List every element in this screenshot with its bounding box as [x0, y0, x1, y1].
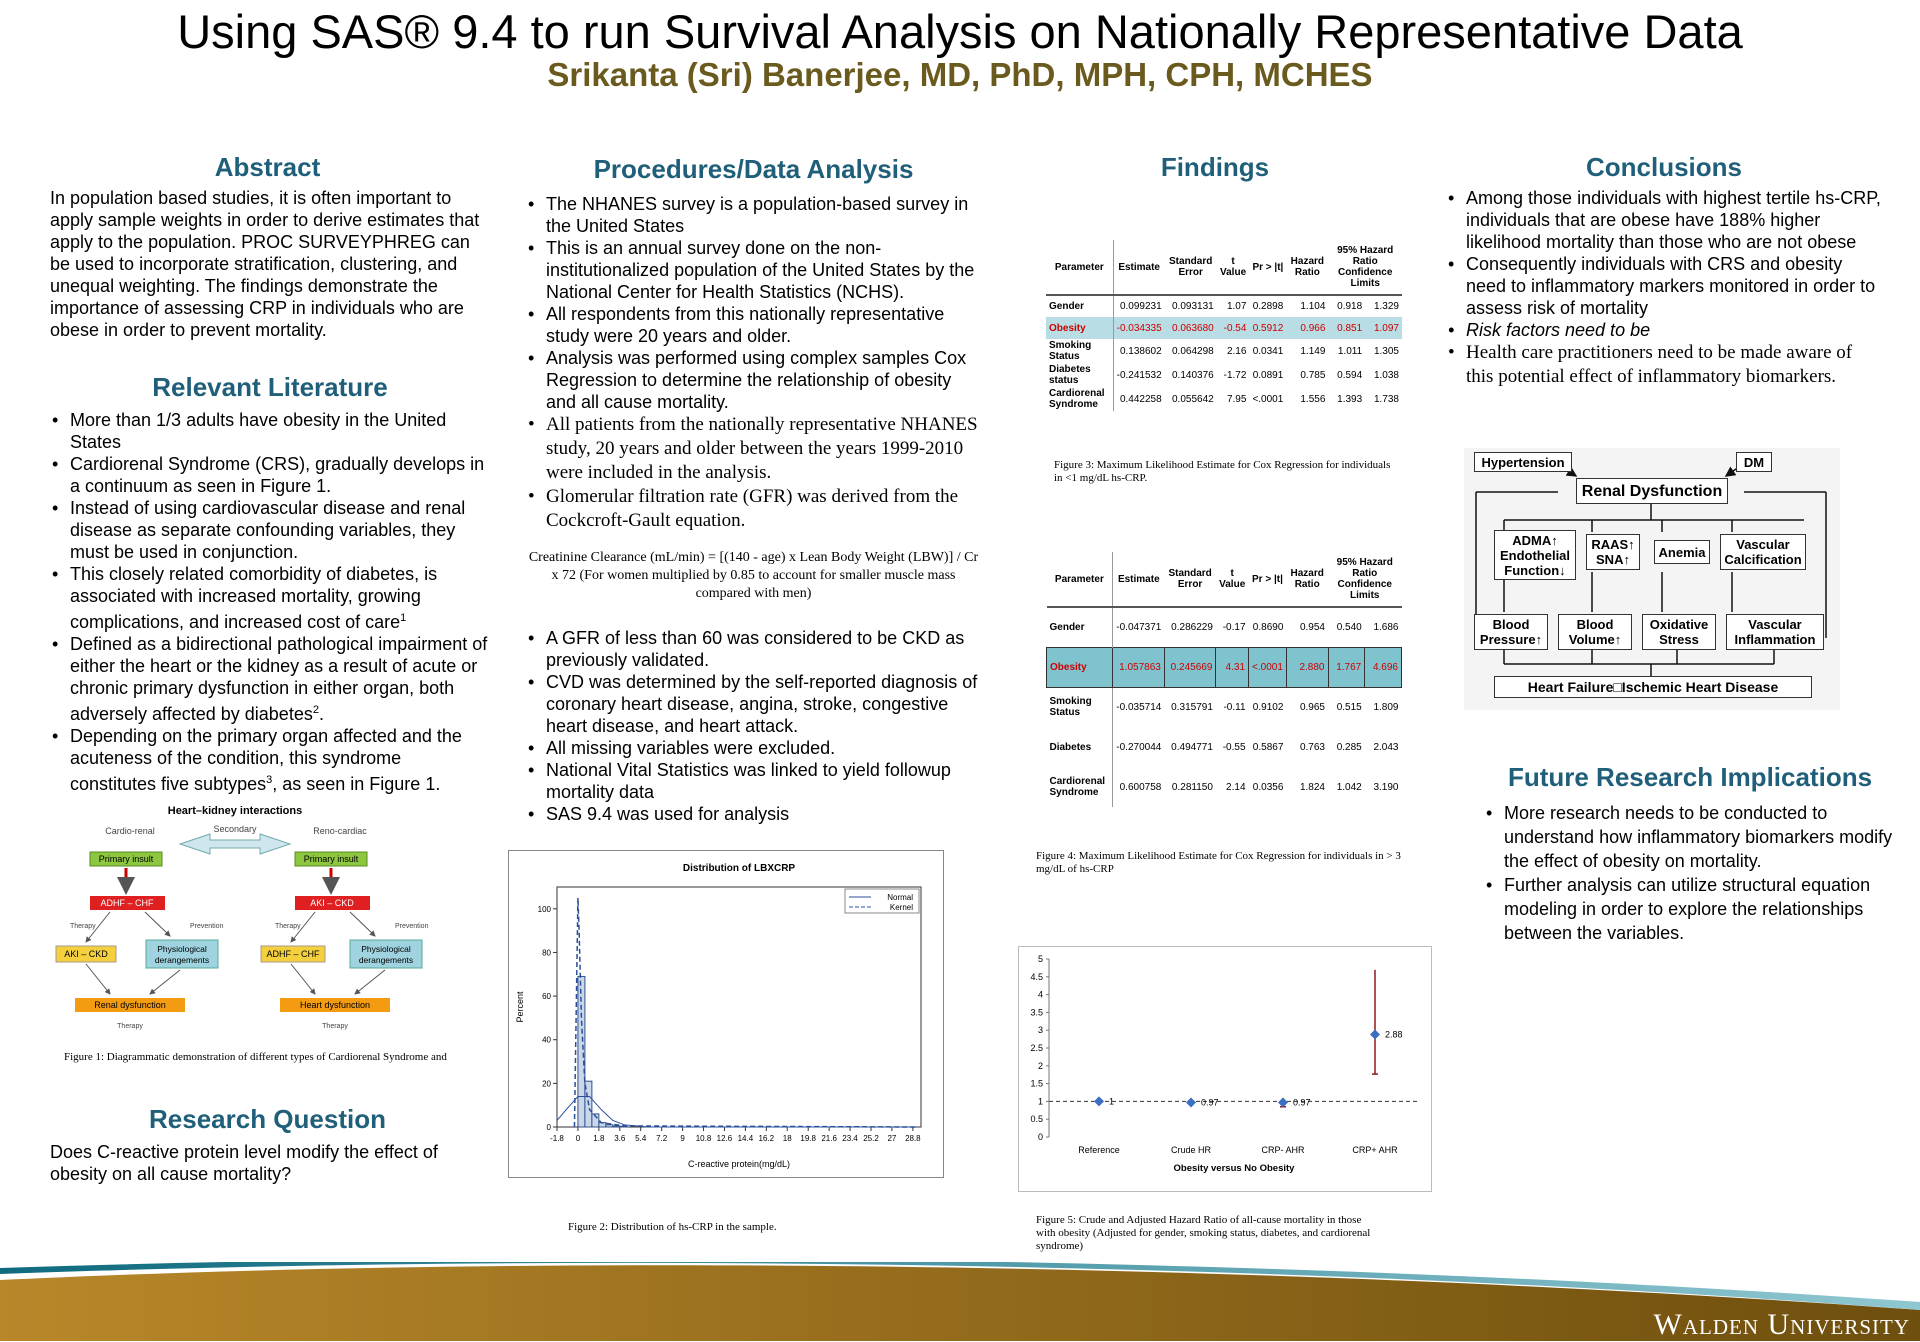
table-header-cell: 95% Hazard Ratio Confidence Limits: [1328, 552, 1402, 607]
svg-text:Therapy: Therapy: [322, 1023, 348, 1030]
x-tick-label: 25.2: [863, 1134, 879, 1143]
data-point: [1094, 1096, 1104, 1106]
table-header-cell: Parameter: [1046, 240, 1113, 295]
table-cell: 0.285: [1336, 741, 1362, 753]
table-cell: 0.055642: [1171, 393, 1214, 405]
x-tick-label: 19.8: [800, 1134, 816, 1143]
table-cell: -0.241532: [1116, 369, 1162, 381]
research-question-text: Does C-reactive protein level modify the effect of obesity on all cause mortality?: [50, 1142, 438, 1184]
y-tick-label: 2.5: [1030, 1043, 1043, 1053]
svg-text:Therapy: Therapy: [275, 923, 301, 930]
x-axis-label: Obesity versus No Obesity: [1173, 1163, 1295, 1174]
y-tick-label: 4.5: [1030, 971, 1043, 982]
table-cell: -0.034335: [1113, 317, 1165, 339]
table-cell: 0.9102: [1252, 701, 1284, 713]
x-tick-label: 9: [680, 1134, 685, 1143]
list-item: • Risk factors need to be: [1466, 319, 1884, 341]
procedures-list: [526, 193, 981, 533]
x-tick-label: 16.2: [758, 1134, 775, 1143]
procedures-list-2: [526, 627, 981, 825]
list-item: • More than 1/3 adults have obesity in the United States: [70, 409, 490, 453]
raas-box: RAAS↑ SNA↑: [1586, 534, 1640, 570]
data-point: [1186, 1097, 1196, 1107]
list-item: • Defined as a bidirectional pathological impairment of either the heart or the kidney as a result of acute or chronic primary dysfunction in either organ, both adversely affected by diabetes$^2$.: [70, 633, 490, 725]
list-item: • SAS 9.4 was used for analysis: [546, 803, 981, 825]
table-cell: 0.5912: [1249, 317, 1286, 339]
table-cell: 0.954: [1299, 621, 1325, 633]
table-cell: 0.8690: [1252, 621, 1284, 633]
svg-text:Cardio-renal: Cardio-renal: [105, 826, 155, 836]
y-tick-label: 0: [1037, 1132, 1043, 1142]
x-tick-label: 5.4: [635, 1134, 647, 1143]
abstract-section: [50, 152, 485, 341]
table-cell: 1.042: [1336, 781, 1362, 793]
histogram-bar: [613, 1126, 620, 1127]
table-cell: 2.880: [1286, 647, 1328, 687]
table-cell: 0.245669: [1164, 647, 1216, 687]
table-cell: -0.17: [1222, 621, 1246, 633]
gfr-formula: Creatinine Clearance (mL/min) = [(140 - age) x Lean Body Weight (LBW)] / Cr x 72 (For women multiplied by 0.85 to account for smaller muscle mass compared with men): [528, 550, 979, 601]
y-tick-label: 3: [1037, 1025, 1043, 1036]
data-point: [1370, 1029, 1380, 1039]
table-header-cell: Standard Error: [1164, 552, 1216, 607]
figure1-diagram: [50, 800, 470, 1063]
svg-text:Primary insult: Primary insult: [98, 854, 154, 864]
list-item: • All missing variables were excluded.: [546, 737, 981, 759]
list-item: • Cardiorenal Syndrome (CRS), gradually develops in a continuum as seen in Figure 1.: [70, 453, 490, 497]
table-cell: 1.057863: [1113, 647, 1165, 687]
table-header-cell: Parameter: [1047, 552, 1113, 607]
table-cell: 0.064298: [1171, 345, 1214, 357]
procedures-section: [526, 154, 981, 825]
x-tick-label: 10.8: [695, 1134, 712, 1143]
literature-section: [50, 372, 490, 795]
table-row: [1046, 339, 1402, 363]
table-cell: 4.696: [1365, 647, 1402, 687]
table-cell: 0.093131: [1171, 301, 1214, 312]
table-cell: -0.11: [1223, 701, 1246, 713]
abstract-heading: Abstract: [214, 152, 321, 182]
svg-text:Physiological: Physiological: [157, 944, 207, 954]
table-header-cell: Standard Error: [1165, 240, 1217, 295]
dm-box: DM: [1736, 452, 1772, 472]
svg-text:Secondary: Secondary: [213, 824, 257, 834]
list-item: • This is an annual survey done on the non-institutionalized population of the United States by the National Center for Health Statistics (NCHS).: [546, 237, 981, 303]
plot-frame: [557, 887, 921, 1127]
figure4-caption: Figure 4: Maximum Likelihood Estimate for Cox Regression for individuals in > 3 mg/dL of hs-CRP: [1036, 850, 1401, 875]
anemia-box: Anemia: [1654, 540, 1710, 564]
svg-text:Heart dysfunction: Heart dysfunction: [299, 1000, 371, 1010]
y-tick-label: 3.5: [1030, 1007, 1043, 1018]
svg-text:AKI – CKD: AKI – CKD: [64, 949, 108, 959]
figure3-caption: Figure 3: Maximum Likelihood Estimate for Cox Regression for individuals in <1 mg/dL hs-CRP.: [1054, 459, 1391, 484]
table-header-cell: 95% Hazard Ratio Confidence Limits: [1328, 240, 1402, 295]
research-question-section: [50, 1104, 485, 1185]
list-item: • Health care practitioners need to be made aware of this potential effect of inflammatory biomarkers.: [1466, 341, 1884, 389]
table-cell: 1.104: [1300, 301, 1326, 312]
table-row: [1047, 607, 1402, 647]
figure1-caption: Figure 1: Diagrammatic demonstration of different types of Cardiorenal Syndrome and: [64, 1051, 447, 1063]
y-tick-label: 40: [542, 1035, 551, 1045]
table-cell: 0.140376: [1171, 369, 1214, 381]
figure5-chart: [1018, 946, 1432, 1192]
heart-failure-box: Heart Failure□Ischemic Heart Disease: [1494, 676, 1812, 698]
x-tick-label: CRP+ AHR: [1352, 1145, 1398, 1155]
table-cell: -0.270044: [1116, 741, 1162, 753]
conclusions-section: [1444, 152, 1884, 389]
table-header-cell: Pr > |t|: [1249, 240, 1286, 295]
table-cell: <.0001: [1252, 393, 1284, 405]
table-cell: 0.494771: [1171, 741, 1213, 753]
data-label: 1: [1109, 1096, 1115, 1107]
svg-text:derangements: derangements: [154, 955, 210, 965]
svg-text:Primary insult: Primary insult: [303, 854, 359, 864]
table-cell: -0.55: [1222, 741, 1246, 753]
table-cell: 0.138602: [1119, 345, 1162, 357]
y-tick-label: 20: [542, 1079, 551, 1089]
conclusions-heading: Conclusions: [1585, 152, 1742, 182]
figure1-title: Heart–kidney interactions: [167, 805, 303, 817]
list-item: • All respondents from this nationally representative study were 20 years and older.: [546, 303, 981, 347]
svg-text:AKI – CKD: AKI – CKD: [310, 898, 354, 908]
list-item: • Depending on the primary organ affected and the acuteness of the condition, this syndrome constitutes five subtypes$^3$, as seen in Figure 1.: [70, 725, 490, 795]
list-item: • All patients from the nationally representative NHANES study, 20 years and older between the years 1999-2010 were included in the analysis.: [546, 413, 981, 485]
chart-title: Distribution of LBXCRP: [682, 863, 796, 874]
table-cell: Smoking Status: [1047, 687, 1113, 727]
x-tick-label: CRP- AHR: [1261, 1145, 1305, 1155]
table-header-cell: Hazard Ratio: [1286, 552, 1328, 607]
svg-text:Therapy: Therapy: [70, 923, 96, 930]
svg-text:Physiological: Physiological: [361, 944, 411, 954]
table-header-cell: t Value: [1216, 552, 1249, 607]
table-cell: 4.31: [1216, 647, 1249, 687]
y-tick-label: 0: [546, 1123, 551, 1132]
list-item: • This closely related comorbidity of diabetes, is associated with increased mortality, growing complications, and increased cost of care$^1$: [70, 563, 490, 633]
poster-title: Using SAS® 9.4 to run Survival Analysis on Nationally Representative Data: [177, 5, 1743, 58]
x-tick-label: 0: [575, 1134, 581, 1143]
list-item: • Consequently individuals with CRS and obesity need to inflammatory markers monitored in order to assess risk of mortality: [1466, 253, 1884, 319]
table-cell: -0.035714: [1116, 701, 1162, 713]
x-tick-label: 23.4: [842, 1134, 858, 1143]
table-cell: 0.965: [1299, 701, 1325, 713]
x-tick-label: Reference: [1078, 1145, 1120, 1155]
x-tick-label: 27: [887, 1134, 897, 1143]
table-header-cell: Estimate: [1113, 240, 1165, 295]
table-cell: 0.785: [1300, 369, 1326, 381]
table-cell: Cardiorenal Syndrome: [1046, 387, 1113, 411]
x-tick-label: 18: [782, 1134, 792, 1143]
table-cell: -1.72: [1223, 369, 1247, 381]
figure5-caption: Figure 5: Crude and Adjusted Hazard Ratio of all-cause mortality in those with obesity (Adjusted for gender, smoking status, diabetes, and cardiorenal syndrome): [1036, 1214, 1371, 1252]
table-cell: 0.966: [1286, 317, 1328, 339]
table-cell: 0.286229: [1171, 621, 1213, 633]
table-cell: 0.315791: [1171, 701, 1213, 713]
table-cell: Obesity: [1046, 317, 1113, 339]
list-item: • Among those individuals with highest tertile hs-CRP, individuals that are obese have 188% higher likelihood mortality than those who are not obese: [1466, 187, 1884, 253]
list-item: • More research needs to be conducted to understand how inflammatory biomarkers modify the effect of obesity on mortality.: [1504, 801, 1900, 873]
table-cell: 2.043: [1373, 741, 1399, 753]
data-point: [1278, 1097, 1288, 1107]
table-cell: -0.047371: [1116, 621, 1162, 633]
abstract-text: In population based studies, it is often important to apply sample weights in order to derive estimates that apply to the population. PROC SURVEYPHREG can be used to incorporate stratification, clustering, and unequal weighting. The findings demonstrate the importance of assessing CRP in individuals who are obese in order to prevent mortality.: [50, 188, 480, 340]
y-tick-label: 2: [1037, 1060, 1043, 1071]
svg-text:Prevention: Prevention: [190, 923, 224, 930]
table-cell: 1.305: [1373, 345, 1399, 357]
table-cell: <.0001: [1249, 647, 1287, 687]
table-cell: 0.442258: [1119, 393, 1162, 405]
table-cell: 1.393: [1337, 393, 1363, 405]
table-cell: 1.767: [1328, 647, 1365, 687]
table-cell: 0.0356: [1252, 781, 1284, 793]
research-question-heading: Research Question: [149, 1104, 386, 1134]
list-item: • Glomerular filtration rate (GFR) was derived from the Cockcroft-Gault equation.: [546, 485, 981, 533]
table-header-cell: t Value: [1217, 240, 1250, 295]
table-cell: 1.824: [1299, 781, 1325, 793]
y-tick-label: 1: [1037, 1096, 1043, 1107]
y-tick-label: 5: [1037, 954, 1043, 964]
table-cell: Gender: [1046, 295, 1113, 317]
table-row: [1047, 767, 1402, 807]
table-cell: Smoking Status: [1046, 339, 1113, 363]
table-cell: 0.515: [1336, 701, 1362, 713]
x-tick-label: -1.8: [550, 1134, 564, 1143]
legend-kernel-label: Kernel: [889, 903, 913, 912]
table-cell: 2.16: [1226, 345, 1247, 357]
table-header-cell: Hazard Ratio: [1286, 240, 1328, 295]
table-cell: 1.686: [1373, 621, 1399, 633]
data-label: 0.97: [1293, 1097, 1311, 1108]
x-tick-label: 12.6: [716, 1134, 733, 1143]
table-cell: 0.851: [1328, 317, 1365, 339]
findings-section: [1050, 152, 1380, 183]
data-label: 0.97: [1201, 1097, 1219, 1108]
table-cell: 1.011: [1337, 345, 1363, 357]
data-label: 2.88: [1385, 1029, 1403, 1040]
legend-normal-label: Normal: [887, 893, 913, 902]
figure2-chart: [508, 850, 944, 1178]
table-cell: 0.5867: [1252, 741, 1284, 753]
table-cell: 0.540: [1336, 621, 1362, 633]
svg-text:derangements: derangements: [358, 955, 414, 965]
table-cell: -0.54: [1217, 317, 1250, 339]
x-axis-label: C-reactive protein(mg/dL): [687, 1159, 791, 1169]
conclusions-list: [1444, 187, 1884, 389]
histogram-bar: [606, 1125, 613, 1127]
table-cell: 1.556: [1300, 393, 1326, 405]
table-cell: Diabetes status: [1046, 363, 1113, 387]
table-row: [1047, 647, 1402, 687]
table-cell: Cardiorenal Syndrome: [1047, 767, 1113, 807]
literature-heading: Relevant Literature: [152, 372, 388, 402]
x-tick-label: 28.8: [905, 1134, 921, 1143]
walden-logo: Walden University: [1653, 1308, 1910, 1341]
table-cell: 0.0891: [1252, 369, 1284, 381]
table-cell: Obesity: [1047, 647, 1113, 687]
literature-list: [50, 409, 490, 795]
table-row: [1047, 687, 1402, 727]
hypertension-box: Hypertension: [1474, 452, 1572, 472]
table-cell: 1.149: [1300, 345, 1326, 357]
svg-text:Prevention: Prevention: [395, 923, 429, 930]
adma-box: ADMA↑ Endothelial Function↓: [1494, 530, 1576, 580]
renal-diagram: [1464, 448, 1840, 710]
poster-author: Srikanta (Sri) Banerjee, MD, PhD, MPH, CPH, MCHES: [547, 56, 1373, 93]
table-cell: 0.594: [1337, 369, 1363, 381]
table-cell: 0.0341: [1252, 345, 1284, 357]
table-cell: 0.2898: [1252, 301, 1284, 312]
x-tick-label: 7.2: [656, 1134, 668, 1143]
y-tick-label: 60: [542, 992, 551, 1002]
list-item: • A GFR of less than 60 was considered to be CKD as previously validated.: [546, 627, 981, 671]
table-row: [1046, 317, 1402, 339]
renal-dysfunction-box: Renal Dysfunction: [1576, 478, 1728, 504]
x-tick-label: 3.6: [614, 1134, 626, 1143]
list-item: • Analysis was performed using complex samples Cox Regression to determine the relationship of obesity and all cause mortality.: [546, 347, 981, 413]
y-tick-label: 0.5: [1030, 1114, 1043, 1125]
table-cell: 1.329: [1373, 301, 1399, 312]
x-tick-label: 21.6: [821, 1134, 837, 1143]
vascular-calcification-box: Vascular Calcification: [1720, 534, 1806, 570]
table-header-cell: Pr > |t|: [1249, 552, 1287, 607]
figure2-caption: Figure 2: Distribution of hs-CRP in the sample.: [568, 1221, 777, 1233]
svg-text:Renal dysfunction: Renal dysfunction: [94, 1000, 166, 1010]
future-section: [1480, 762, 1900, 945]
oxidative-stress-box: Oxidative Stress: [1642, 614, 1716, 650]
x-tick-label: 14.4: [737, 1134, 754, 1143]
svg-text:Reno-cardiac: Reno-cardiac: [313, 826, 367, 836]
blood-pressure-box: Blood Pressure↑: [1474, 614, 1548, 650]
table-row: [1046, 295, 1402, 317]
table-cell: 0.918: [1337, 301, 1363, 312]
y-tick-label: 80: [542, 948, 551, 958]
y-tick-label: 1.5: [1030, 1078, 1043, 1089]
y-tick-label: 4: [1037, 989, 1043, 1000]
table-fig4: [1046, 552, 1402, 807]
table-header-cell: Estimate: [1113, 552, 1165, 607]
table-cell: 1.738: [1373, 393, 1399, 405]
x-tick-label: 1.8: [593, 1134, 605, 1143]
table-cell: 3.190: [1373, 781, 1399, 793]
list-item: • The NHANES survey is a population-based survey in the United States: [546, 193, 981, 237]
table-cell: 1.097: [1365, 317, 1402, 339]
svg-text:ADHF – CHF: ADHF – CHF: [266, 949, 320, 959]
blood-volume-box: Blood Volume↑: [1558, 614, 1632, 650]
svg-text:ADHF – CHF: ADHF – CHF: [100, 898, 154, 908]
table-row: [1046, 387, 1402, 411]
future-list: [1480, 801, 1900, 945]
table-cell: 1.038: [1373, 369, 1399, 381]
table-cell: 0.281150: [1171, 781, 1213, 793]
list-item: • CVD was determined by the self-reported diagnosis of coronary heart disease, angina, stroke, congestive heart disease, and heart attack.: [546, 671, 981, 737]
table-fig3: [1046, 240, 1402, 411]
future-heading: Future Research Implications: [1507, 762, 1873, 792]
table-cell: 1.07: [1226, 301, 1247, 312]
table-row: [1046, 363, 1402, 387]
table-cell: 0.600758: [1119, 781, 1162, 793]
svg-text:Therapy: Therapy: [117, 1023, 143, 1030]
procedures-heading: Procedures/Data Analysis: [593, 154, 914, 184]
list-item: • National Vital Statistics was linked to yield followup mortality data: [546, 759, 981, 803]
findings-heading: Findings: [1160, 152, 1270, 182]
table-row: [1047, 727, 1402, 767]
table-cell: 0.763: [1299, 741, 1325, 753]
table-cell: 2.14: [1226, 781, 1246, 793]
y-tick-label: 100: [537, 904, 551, 914]
vascular-inflammation-box: Vascular Inflammation: [1726, 614, 1824, 650]
table-cell: 0.063680: [1165, 317, 1217, 339]
y-axis-label: Percent: [515, 991, 525, 1023]
x-tick-label: Crude HR: [1170, 1145, 1212, 1155]
table-cell: 7.95: [1226, 393, 1247, 405]
table-cell: Diabetes: [1047, 727, 1113, 767]
list-item: • Instead of using cardiovascular disease and renal disease as separate confounding variables, they must be used in conjunction.: [70, 497, 490, 563]
list-item: • Further analysis can utilize structural equation modeling in order to explore the relationships between the variables.: [1504, 873, 1900, 945]
table-cell: 0.099231: [1119, 301, 1162, 312]
table-cell: Gender: [1047, 607, 1113, 647]
table-cell: 1.809: [1373, 701, 1399, 713]
